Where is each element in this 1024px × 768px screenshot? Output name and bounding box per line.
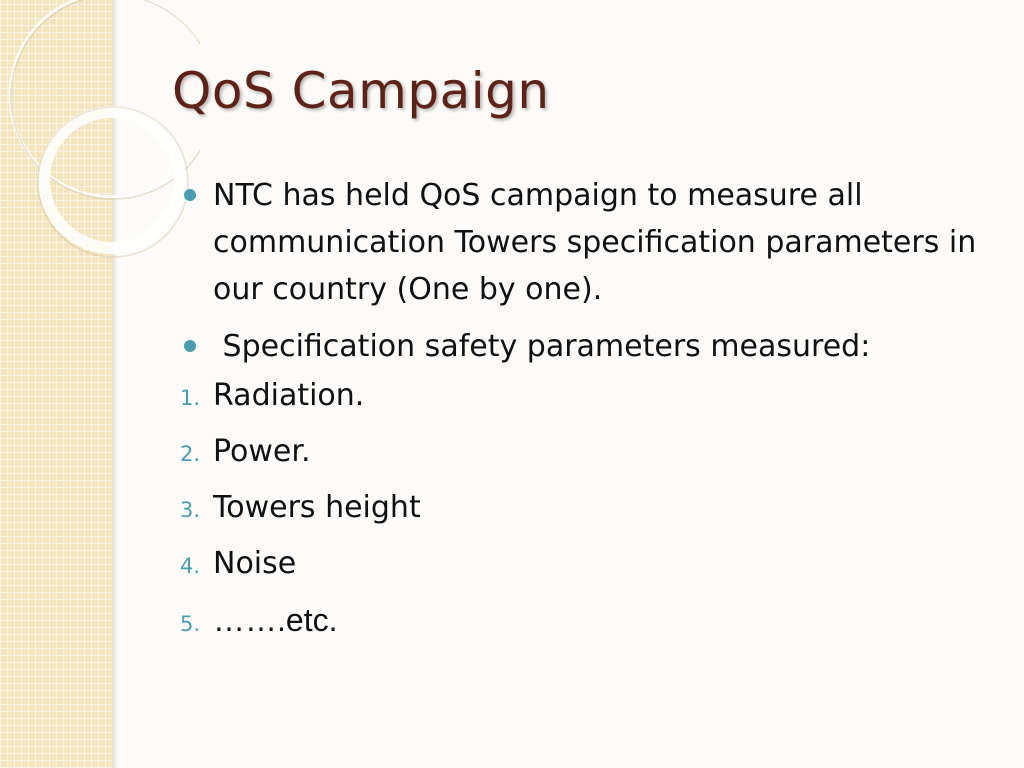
- numbered-item-text: Power.: [213, 434, 311, 469]
- bullet-item: [180, 172, 1010, 313]
- number-marker: 1.: [180, 386, 201, 410]
- number-marker: 3.: [180, 498, 201, 522]
- numbered-item-text: Noise: [213, 546, 297, 581]
- numbered-item: [180, 490, 1010, 546]
- numbered-item-text: …….etc.: [213, 602, 338, 638]
- numbered-item: [180, 378, 1010, 434]
- numbered-item-text: Towers height: [213, 490, 421, 525]
- bullet-item: [180, 323, 1010, 370]
- numbered-item-text: Radiation.: [213, 378, 365, 413]
- numbered-item: [180, 602, 1010, 658]
- number-marker: 2.: [180, 442, 201, 466]
- small-ring: [44, 112, 180, 248]
- bullet-dot-icon: [184, 189, 196, 201]
- numbered-item: [180, 546, 1010, 602]
- slide-content: [180, 172, 1010, 658]
- decorative-circles-icon: [0, 0, 200, 320]
- slide-title: QoS Campaign: [172, 62, 550, 120]
- number-marker: 5.: [180, 612, 201, 636]
- numbered-item: [180, 434, 1010, 490]
- bullet-text: Specification safety parameters measured:: [213, 329, 871, 364]
- number-marker: 4.: [180, 554, 201, 578]
- numbered-list: [180, 378, 1010, 658]
- bullet-text: NTC has held QoS campaign to measure all communication Towers specification parameters in our country (One by one).: [213, 178, 977, 307]
- bullet-dot-icon: [184, 340, 196, 352]
